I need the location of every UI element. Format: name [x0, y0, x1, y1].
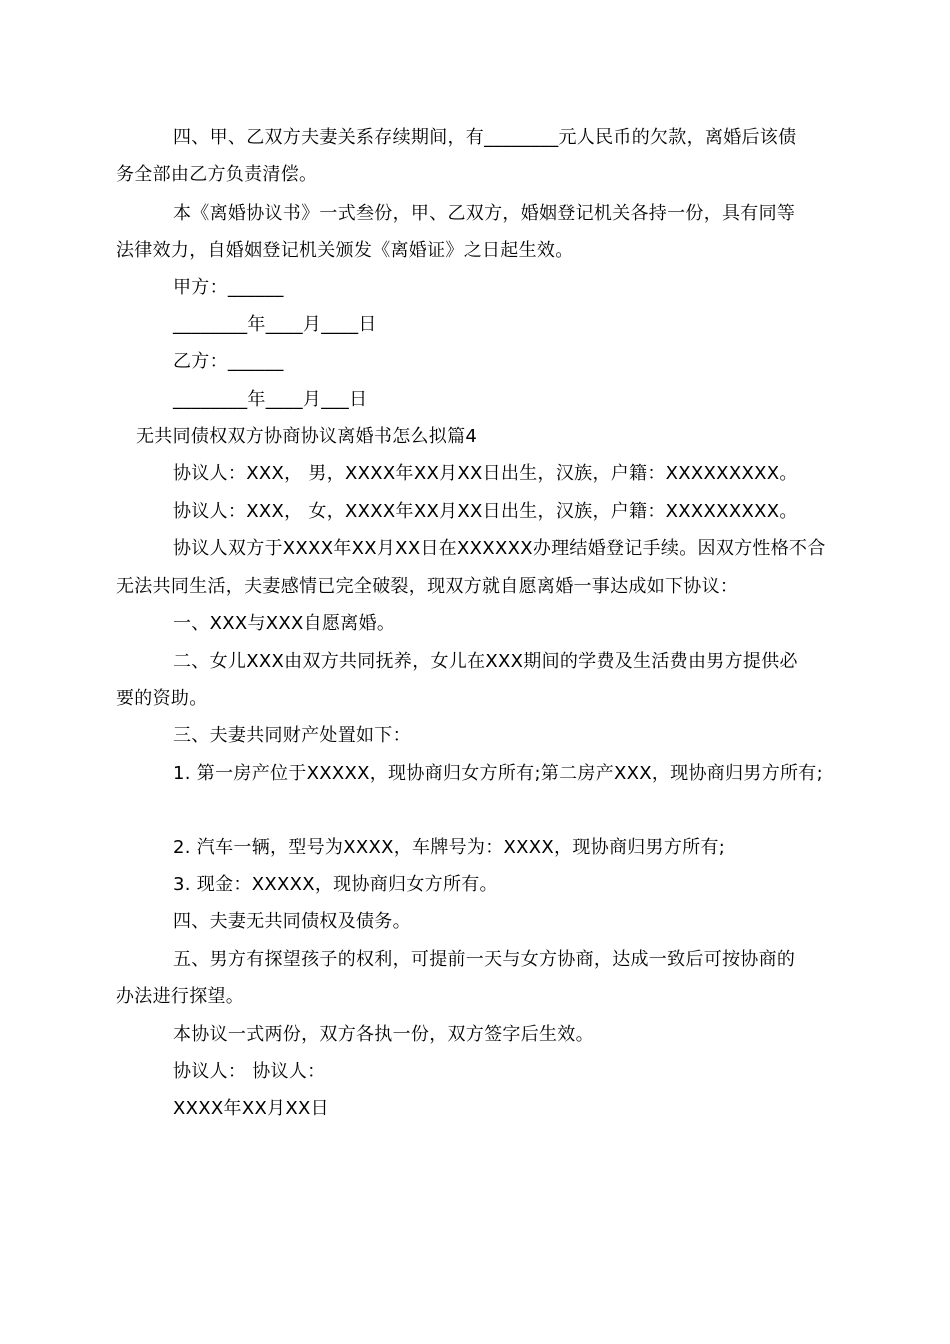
marriage-info-line-2: 无法共同生活，夫妻感情已完全破裂，现双方就自愿离婚一事达成如下协议：: [116, 576, 739, 597]
party-male-info: 协议人：XXX， 男，XXXX年XX月XX日出生，汉族，户籍：XXXXXXXXX。: [173, 463, 798, 484]
clause-2-line-1: 二、女儿XXX由双方共同抚养，女儿在XXX期间的学费及生活费由男方提供必: [173, 651, 798, 672]
agreement-date: XXXX年XX月XX日: [173, 1098, 329, 1119]
property-item-3: 3. 现金：XXXXX，现协商归女方所有。: [173, 874, 498, 895]
clause-4: 四、夫妻无共同债权及债务。: [173, 911, 411, 932]
clause-1: 一、XXX与XXX自愿离婚。: [173, 613, 396, 634]
marriage-info-line-1: 协议人双方于XXXX年XX月XX日在XXXXXX办理结婚登记手续。因双方性格不合: [173, 538, 826, 559]
copies-clause-line-1: 本《离婚协议书》一式叁份，甲、乙双方，婚姻登记机关各持一份，具有同等: [173, 203, 796, 224]
clause-3: 三、夫妻共同财产处置如下：: [173, 725, 411, 746]
signatures-line: 协议人： 协议人：: [173, 1061, 326, 1082]
clause-5-line-1: 五、男方有探望孩子的权利，可提前一天与女方协商，达成一致后可按协商的: [173, 949, 796, 970]
party-b-date: ________年____月___日: [173, 389, 368, 410]
property-item-2: 2. 汽车一辆，型号为XXXX，车牌号为：XXXX，现协商归男方所有;: [173, 837, 726, 858]
clause-5-line-2: 办法进行探望。: [116, 986, 245, 1007]
party-female-info: 协议人：XXX， 女，XXXX年XX月XX日出生，汉族，户籍：XXXXXXXXX。: [173, 501, 798, 522]
debt-clause-line-1: 四、甲、乙双方夫妻关系存续期间，有________元人民币的欠款，离婚后该债: [173, 127, 797, 148]
debt-clause-line-2: 务全部由乙方负责清偿。: [116, 164, 318, 185]
party-a-signature: 甲方：______: [173, 277, 284, 298]
property-item-1: 1. 第一房产位于XXXXX，现协商归女方所有;第二房产XXX，现协商归男方所有;: [173, 763, 823, 784]
copies-clause-line-2: 法律效力，自婚姻登记机关颁发《离婚证》之日起生效。: [116, 240, 574, 261]
clause-2-line-2: 要的资助。: [116, 688, 208, 709]
section-heading: 无共同债权双方协商协议离婚书怎么拟篇4: [136, 426, 478, 447]
effect-clause: 本协议一式两份，双方各执一份，双方签字后生效。: [173, 1024, 594, 1045]
party-a-date: ________年____月____日: [173, 314, 377, 335]
party-b-signature: 乙方：______: [173, 351, 284, 372]
